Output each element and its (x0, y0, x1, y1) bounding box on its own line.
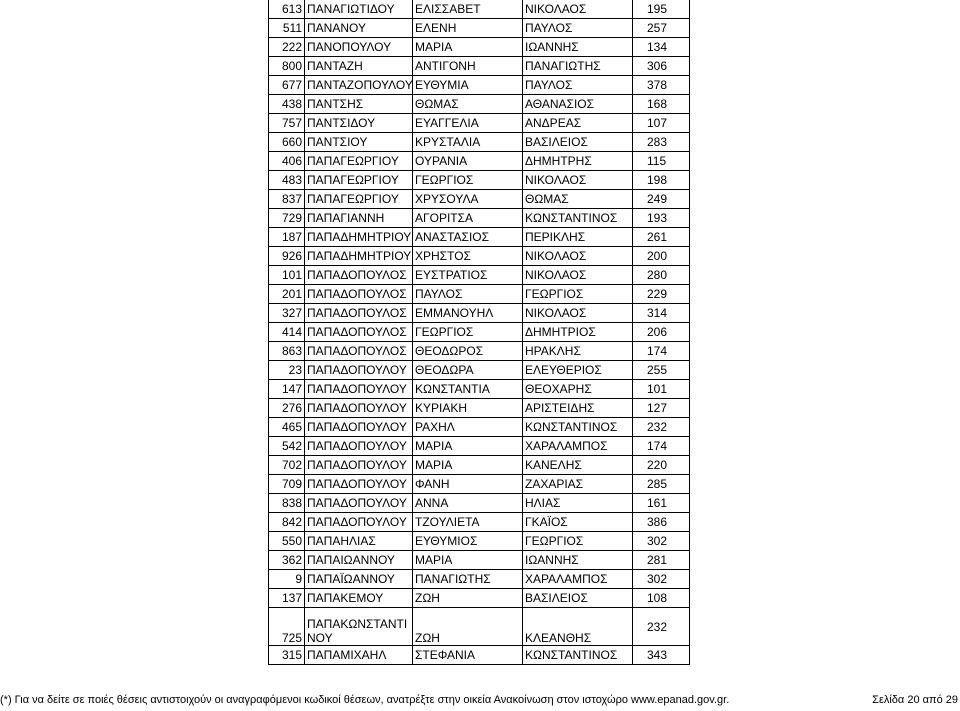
surname-cell: ΠΑΠΑΚΕΜΟΥ (305, 589, 413, 608)
score-cell: 283 (633, 133, 690, 152)
surname-cell: ΠΑΠΑΔΟΠΟΥΛΟΥ (305, 361, 413, 380)
row-id-cell: 276 (269, 399, 305, 418)
row-id-cell: 327 (269, 304, 305, 323)
father-name-cell: ΝΙΚΟΛΑΟΣ (523, 0, 633, 19)
father-name-cell: ΝΙΚΟΛΑΟΣ (523, 266, 633, 285)
first-name-cell: ΘΕΟΔΩΡΑ (413, 361, 523, 380)
score-cell: 249 (633, 190, 690, 209)
score-cell: 115 (633, 152, 690, 171)
row-id-cell: 23 (269, 361, 305, 380)
first-name-cell: ΑΝΤΙΓΟΝΗ (413, 57, 523, 76)
father-name-cell: ΠΑΥΛΟΣ (523, 76, 633, 95)
results-table-body (269, 0, 690, 665)
row-id-cell: 414 (269, 323, 305, 342)
row-id-cell: 511 (269, 19, 305, 38)
father-name-cell: ΝΙΚΟΛΑΟΣ (523, 304, 633, 323)
first-name-cell: ΑΝΝΑ (413, 494, 523, 513)
surname-cell: ΠΑΝΤΣΙΔΟΥ (305, 114, 413, 133)
first-name-cell: ΓΕΩΡΓΙΟΣ (413, 171, 523, 190)
table-row (269, 551, 690, 570)
first-name-cell: ΕΛΙΣΣΑΒΕΤ (413, 0, 523, 19)
surname-cell: ΠΑΝΤΑΖΟΠΟΥΛΟΥ (305, 76, 413, 95)
father-name-cell: ΚΩΝΣΤΑΝΤΙΝΟΣ (523, 209, 633, 228)
row-id-cell: 800 (269, 57, 305, 76)
surname-cell: ΠΑΠΑΔΟΠΟΥΛΟΣ (305, 266, 413, 285)
score-cell: 255 (633, 361, 690, 380)
table-row (269, 114, 690, 133)
surname-cell: ΠΑΠΑΔΟΠΟΥΛΟΣ (305, 285, 413, 304)
first-name-cell: ΕΜΜΑΝΟΥΗΛ (413, 304, 523, 323)
table-row (269, 494, 690, 513)
table-row (269, 437, 690, 456)
first-name-cell: ΣΤΕΦΑΝΙΑ (413, 646, 523, 665)
father-name-cell: ΔΗΜΗΤΡΗΣ (523, 152, 633, 171)
surname-cell: ΠΑΝΤΣΙΟΥ (305, 133, 413, 152)
score-cell: 232 (633, 608, 690, 646)
first-name-cell: ΜΑΡΙΑ (413, 456, 523, 475)
row-id-cell: 709 (269, 475, 305, 494)
father-name-cell: ΠΕΡΙΚΛΗΣ (523, 228, 633, 247)
father-name-cell: ΘΕΟΧΑΡΗΣ (523, 380, 633, 399)
row-id-cell: 483 (269, 171, 305, 190)
table-row (269, 513, 690, 532)
surname-cell: ΠΑΠΑΜΙΧΑΗΛ (305, 646, 413, 665)
first-name-cell: ΚΡΥΣΤΑΛΙΑ (413, 133, 523, 152)
table-row (269, 266, 690, 285)
surname-cell: ΠΑΠΑΔΟΠΟΥΛΟΣ (305, 304, 413, 323)
first-name-cell: ΠΑΝΑΓΙΩΤΗΣ (413, 570, 523, 589)
father-name-cell: ΚΑΝΕΛΗΣ (523, 456, 633, 475)
father-name-cell: ΚΩΝΣΤΑΝΤΙΝΟΣ (523, 646, 633, 665)
row-id-cell: 725 (269, 608, 305, 646)
surname-cell: ΠΑΠΑΔΟΠΟΥΛΟΥ (305, 456, 413, 475)
results-table (268, 0, 690, 665)
row-id-cell: 147 (269, 380, 305, 399)
row-id-cell: 9 (269, 570, 305, 589)
surname-cell: ΠΑΠΑΔΟΠΟΥΛΟΥ (305, 418, 413, 437)
surname-cell: ΠΑΠΑΚΩΝΣΤΑΝΤΙΝΟΥ (305, 608, 413, 646)
score-cell: 174 (633, 437, 690, 456)
table-row (269, 456, 690, 475)
score-cell: 302 (633, 570, 690, 589)
row-id-cell: 222 (269, 38, 305, 57)
surname-cell: ΠΑΠΑΔΟΠΟΥΛΟΥ (305, 399, 413, 418)
row-id-cell: 613 (269, 0, 305, 19)
father-name-cell: ΖΑΧΑΡΙΑΣ (523, 475, 633, 494)
first-name-cell: ΧΡΗΣΤΟΣ (413, 247, 523, 266)
surname-cell: ΠΑΠΑΔΟΠΟΥΛΟΥ (305, 437, 413, 456)
surname-cell: ΠΑΠΑΔΟΠΟΥΛΟΣ (305, 342, 413, 361)
father-name-cell: ΑΝΔΡΕΑΣ (523, 114, 633, 133)
father-name-cell: ΒΑΣΙΛΕΙΟΣ (523, 589, 633, 608)
first-name-cell: ΑΝΑΣΤΑΣΙΟΣ (413, 228, 523, 247)
first-name-cell: ΚΩΝΣΤΑΝΤΙΑ (413, 380, 523, 399)
table-row (269, 190, 690, 209)
score-cell: 232 (633, 418, 690, 437)
father-name-cell: ΒΑΣΙΛΕΙΟΣ (523, 133, 633, 152)
first-name-cell: ΕΥΑΓΓΕΛΙΑ (413, 114, 523, 133)
surname-cell: ΠΑΠΑΔΟΠΟΥΛΟΣ (305, 323, 413, 342)
surname-cell: ΠΑΠΑΔΗΜΗΤΡΙΟΥ (305, 247, 413, 266)
father-name-cell: ΚΩΝΣΤΑΝΤΙΝΟΣ (523, 418, 633, 437)
father-name-cell: ΧΑΡΑΛΑΜΠΟΣ (523, 570, 633, 589)
row-id-cell: 137 (269, 589, 305, 608)
score-cell: 127 (633, 399, 690, 418)
table-row (269, 589, 690, 608)
father-name-cell: ΧΑΡΑΛΑΜΠΟΣ (523, 437, 633, 456)
score-cell: 195 (633, 0, 690, 19)
row-id-cell: 842 (269, 513, 305, 532)
first-name-cell: ΠΑΥΛΟΣ (413, 285, 523, 304)
surname-cell: ΠΑΠΑΔΗΜΗΤΡΙΟΥ (305, 228, 413, 247)
row-id-cell: 677 (269, 76, 305, 95)
first-name-cell: ΦΑΝΗ (413, 475, 523, 494)
score-cell: 220 (633, 456, 690, 475)
score-cell: 281 (633, 551, 690, 570)
surname-cell: ΠΑΠΑΙΩΑΝΝΟΥ (305, 551, 413, 570)
first-name-cell: ΘΕΟΔΩΡΟΣ (413, 342, 523, 361)
row-id-cell: 406 (269, 152, 305, 171)
table-row (269, 19, 690, 38)
score-cell: 206 (633, 323, 690, 342)
row-id-cell: 542 (269, 437, 305, 456)
row-id-cell: 926 (269, 247, 305, 266)
row-id-cell: 838 (269, 494, 305, 513)
score-cell: 134 (633, 38, 690, 57)
row-id-cell: 863 (269, 342, 305, 361)
father-name-cell: ΚΛΕΑΝΘΗΣ (523, 608, 633, 646)
score-cell: 161 (633, 494, 690, 513)
table-row (269, 646, 690, 665)
surname-cell: ΠΑΠΑΓΕΩΡΓΙΟΥ (305, 190, 413, 209)
table-row (269, 361, 690, 380)
table-row (269, 285, 690, 304)
surname-cell: ΠΑΝΑΝΟΥ (305, 19, 413, 38)
footer-note: (*) Για να δείτε σε ποιές θέσεις αντιστοιχούν οι αναγραφόμενοι κωδικοί θέσεων, ανατρέξτε στην οικεία Ανακοίνωση στον ιστοχώρο www.epanad.gov.gr. (0, 694, 730, 706)
table-row (269, 399, 690, 418)
table-row (269, 171, 690, 190)
table-row (269, 247, 690, 266)
table-row (269, 95, 690, 114)
first-name-cell: ΡΑΧΗΛ (413, 418, 523, 437)
score-cell: 306 (633, 57, 690, 76)
surname-cell: ΠΑΠΑΓΙΑΝΝΗ (305, 209, 413, 228)
score-cell: 343 (633, 646, 690, 665)
surname-cell: ΠΑΠΑΓΕΩΡΓΙΟΥ (305, 171, 413, 190)
father-name-cell: ΗΛΙΑΣ (523, 494, 633, 513)
first-name-cell: ΜΑΡΙΑ (413, 437, 523, 456)
surname-cell: ΠΑΝΤΑΖΗ (305, 57, 413, 76)
first-name-cell: ΕΥΘΥΜΙΟΣ (413, 532, 523, 551)
table-row (269, 380, 690, 399)
first-name-cell: ΧΡΥΣΟΥΛΑ (413, 190, 523, 209)
score-cell: 314 (633, 304, 690, 323)
father-name-cell: ΙΩΑΝΝΗΣ (523, 38, 633, 57)
first-name-cell: ΕΥΣΤΡΑΤΙΟΣ (413, 266, 523, 285)
father-name-cell: ΕΛΕΥΘΕΡΙΟΣ (523, 361, 633, 380)
table-row (269, 133, 690, 152)
score-cell: 107 (633, 114, 690, 133)
first-name-cell: ΜΑΡΙΑ (413, 38, 523, 57)
surname-cell: ΠΑΠΑΔΟΠΟΥΛΟΥ (305, 513, 413, 532)
surname-cell: ΠΑΝΟΠΟΥΛΟΥ (305, 38, 413, 57)
table-row (269, 76, 690, 95)
father-name-cell: ΝΙΚΟΛΑΟΣ (523, 247, 633, 266)
father-name-cell: ΓΚΑΪΟΣ (523, 513, 633, 532)
first-name-cell: ΑΓΟΡΙΤΣΑ (413, 209, 523, 228)
table-row (269, 532, 690, 551)
score-cell: 101 (633, 380, 690, 399)
father-name-cell: ΝΙΚΟΛΑΟΣ (523, 171, 633, 190)
father-name-cell: ΙΩΑΝΝΗΣ (523, 551, 633, 570)
score-cell: 280 (633, 266, 690, 285)
row-id-cell: 438 (269, 95, 305, 114)
surname-cell: ΠΑΠΑΗΛΙΑΣ (305, 532, 413, 551)
surname-cell: ΠΑΠΑΔΟΠΟΥΛΟΥ (305, 475, 413, 494)
table-row (269, 323, 690, 342)
results-table-wrapper (268, 0, 689, 665)
first-name-cell: ΤΖΟΥΛΙΕΤΑ (413, 513, 523, 532)
table-row (269, 0, 690, 19)
first-name-cell: ΕΥΘΥΜΙΑ (413, 76, 523, 95)
surname-cell: ΠΑΝΤΣΗΣ (305, 95, 413, 114)
row-id-cell: 362 (269, 551, 305, 570)
score-cell: 168 (633, 95, 690, 114)
table-row (269, 342, 690, 361)
score-cell: 198 (633, 171, 690, 190)
first-name-cell: ΖΩΗ (413, 589, 523, 608)
first-name-cell: ΕΛΕΝΗ (413, 19, 523, 38)
row-id-cell: 187 (269, 228, 305, 247)
score-cell: 257 (633, 19, 690, 38)
table-row (269, 38, 690, 57)
row-id-cell: 465 (269, 418, 305, 437)
row-id-cell: 201 (269, 285, 305, 304)
score-cell: 174 (633, 342, 690, 361)
score-cell: 193 (633, 209, 690, 228)
row-id-cell: 660 (269, 133, 305, 152)
score-cell: 386 (633, 513, 690, 532)
table-row (269, 570, 690, 589)
first-name-cell: ΘΩΜΑΣ (413, 95, 523, 114)
table-row (269, 209, 690, 228)
score-cell: 378 (633, 76, 690, 95)
surname-cell: ΠΑΝΑΓΙΩΤΙΔΟΥ (305, 0, 413, 19)
score-cell: 261 (633, 228, 690, 247)
father-name-cell: ΠΑΥΛΟΣ (523, 19, 633, 38)
first-name-cell: ΓΕΩΡΓΙΟΣ (413, 323, 523, 342)
father-name-cell: ΓΕΩΡΓΙΟΣ (523, 285, 633, 304)
table-row (269, 418, 690, 437)
row-id-cell: 729 (269, 209, 305, 228)
surname-cell: ΠΑΠΑΔΟΠΟΥΛΟΥ (305, 494, 413, 513)
first-name-cell: ΜΑΡΙΑ (413, 551, 523, 570)
score-cell: 108 (633, 589, 690, 608)
table-row (269, 57, 690, 76)
first-name-cell: ΟΥΡΑΝΙΑ (413, 152, 523, 171)
page-number: Σελίδα 20 από 29 (872, 694, 958, 706)
surname-cell: ΠΑΠΑΪΩΑΝΝΟΥ (305, 570, 413, 589)
father-name-cell: ΓΕΩΡΓΙΟΣ (523, 532, 633, 551)
father-name-cell: ΗΡΑΚΛΗΣ (523, 342, 633, 361)
row-id-cell: 550 (269, 532, 305, 551)
table-row (269, 608, 690, 646)
row-id-cell: 757 (269, 114, 305, 133)
first-name-cell: ΖΩΗ (413, 608, 523, 646)
father-name-cell: ΔΗΜΗΤΡΙΟΣ (523, 323, 633, 342)
table-row (269, 228, 690, 247)
surname-cell: ΠΑΠΑΓΕΩΡΓΙΟΥ (305, 152, 413, 171)
table-row (269, 475, 690, 494)
table-row (269, 152, 690, 171)
father-name-cell: ΑΘΑΝΑΣΙΟΣ (523, 95, 633, 114)
table-row (269, 304, 690, 323)
father-name-cell: ΑΡΙΣΤΕΙΔΗΣ (523, 399, 633, 418)
score-cell: 285 (633, 475, 690, 494)
first-name-cell: ΚΥΡΙΑΚΗ (413, 399, 523, 418)
page-footer (0, 694, 960, 708)
score-cell: 200 (633, 247, 690, 266)
father-name-cell: ΘΩΜΑΣ (523, 190, 633, 209)
surname-cell: ΠΑΠΑΔΟΠΟΥΛΟΥ (305, 380, 413, 399)
row-id-cell: 837 (269, 190, 305, 209)
row-id-cell: 101 (269, 266, 305, 285)
father-name-cell: ΠΑΝΑΓΙΩΤΗΣ (523, 57, 633, 76)
score-cell: 302 (633, 532, 690, 551)
score-cell: 229 (633, 285, 690, 304)
row-id-cell: 702 (269, 456, 305, 475)
row-id-cell: 315 (269, 646, 305, 665)
